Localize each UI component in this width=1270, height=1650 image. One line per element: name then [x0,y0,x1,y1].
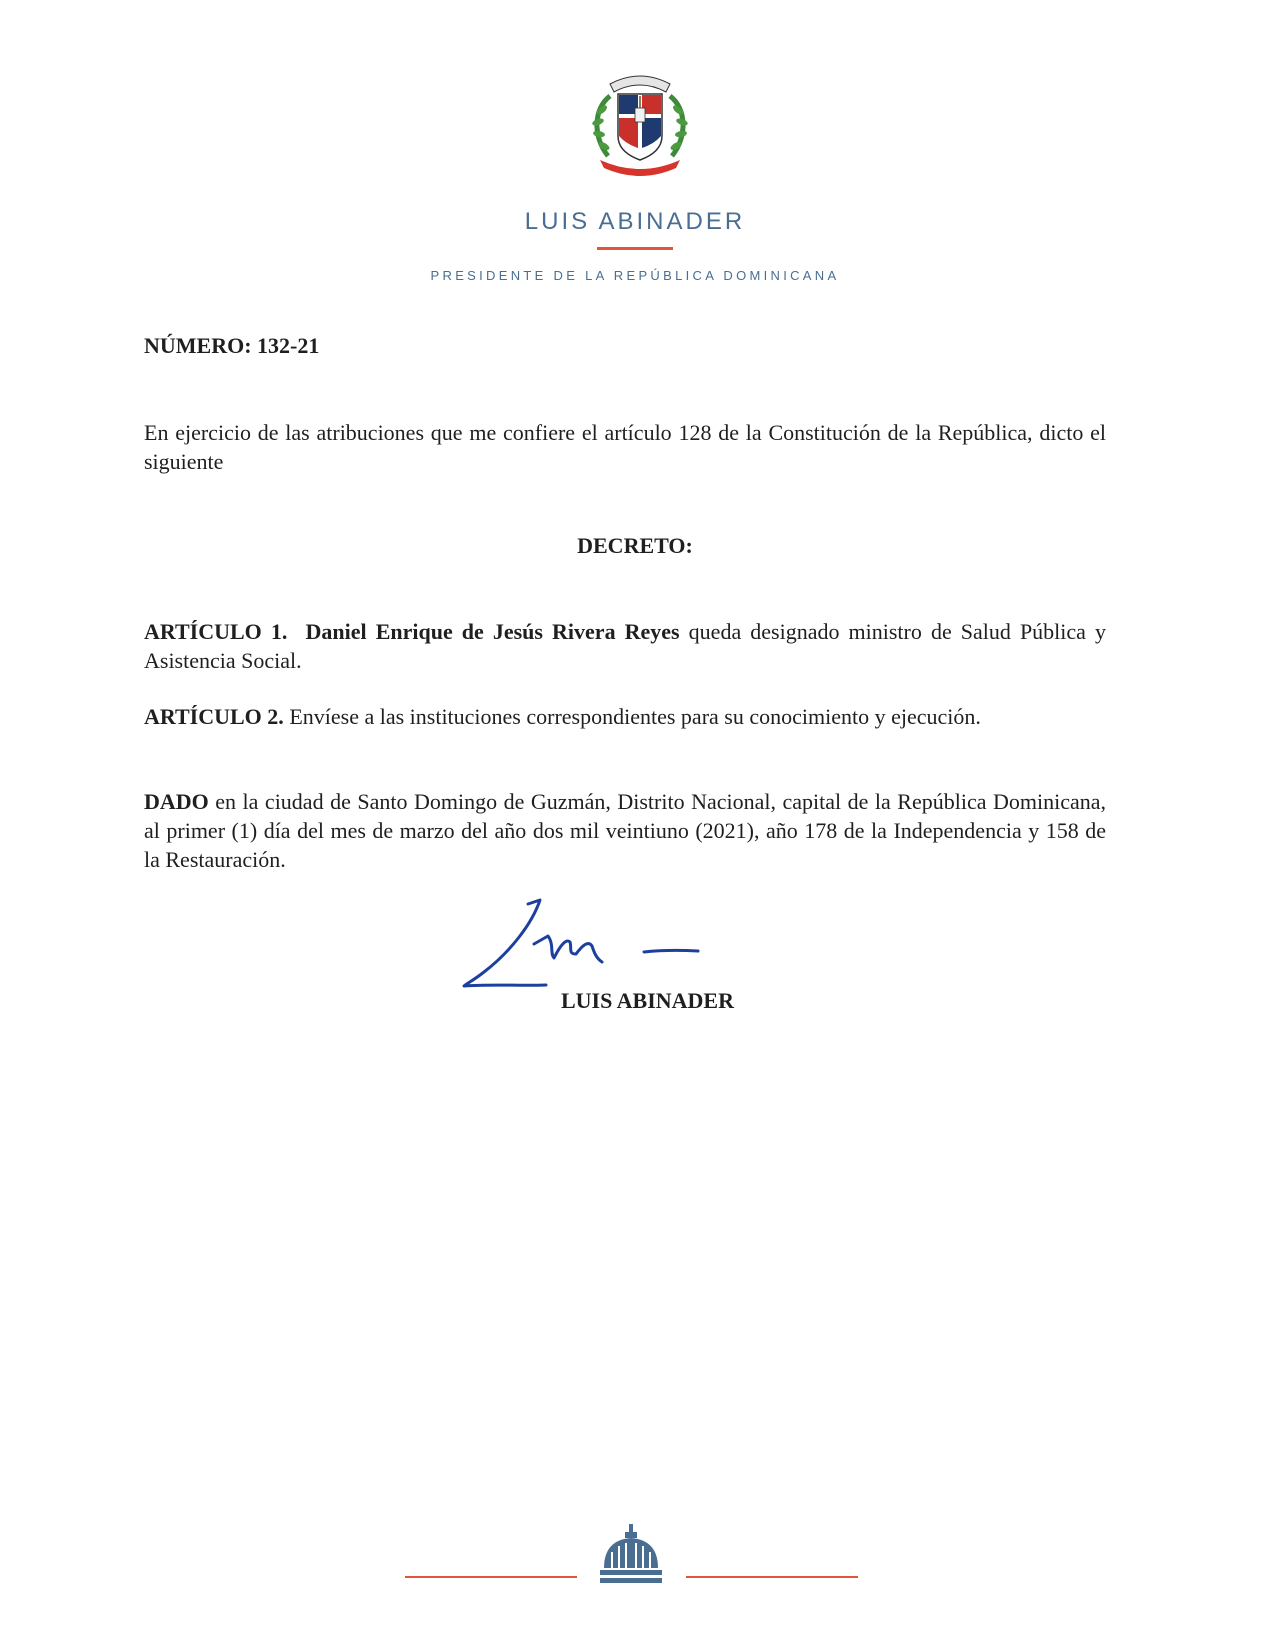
president-title: PRESIDENTE DE LA REPÚBLICA DOMINICANA [430,268,840,283]
given-paragraph [144,787,1106,874]
handwritten-signature [462,890,722,995]
article-1-label: ARTÍCULO 1. [144,619,288,644]
footer-divider-left [405,1576,577,1578]
dome-icon [598,1524,664,1586]
president-name: LUIS ABINADER [524,208,746,235]
given-text: en la ciudad de Santo Domingo de Guzmán, Distrito Nacional, capital de la República Dominicana, al primer (1) día del mes de marzo del año dos mil veintiuno (2021), año 178 de la Independencia y 158 de la Restauración. [144,789,1106,872]
article-2 [144,702,1106,731]
article-1 [144,617,1106,675]
article-1-text: queda designado ministro de Salud Pública y Asistencia Social. [144,619,1107,673]
decree-heading: DECRETO: [577,533,693,558]
decree-number: NÚMERO: 132-21 [144,333,320,358]
footer-divider-right [686,1576,858,1578]
signer-name: LUIS ABINADER [561,988,734,1013]
article-2-label: ARTÍCULO 2. [144,704,284,729]
coat-of-arms-icon [588,66,692,178]
intro-paragraph: En ejercicio de las atribuciones que me confiere el artículo 128 de la Constitución de la República, dicto el siguiente [144,420,1106,474]
article-2-text: Envíese a las instituciones correspondientes para su conocimiento y ejecución. [283,704,981,729]
appointee-name: Daniel Enrique de Jesús Rivera Reyes [305,619,680,644]
given-label: DADO [144,789,209,814]
header-divider [597,247,673,250]
